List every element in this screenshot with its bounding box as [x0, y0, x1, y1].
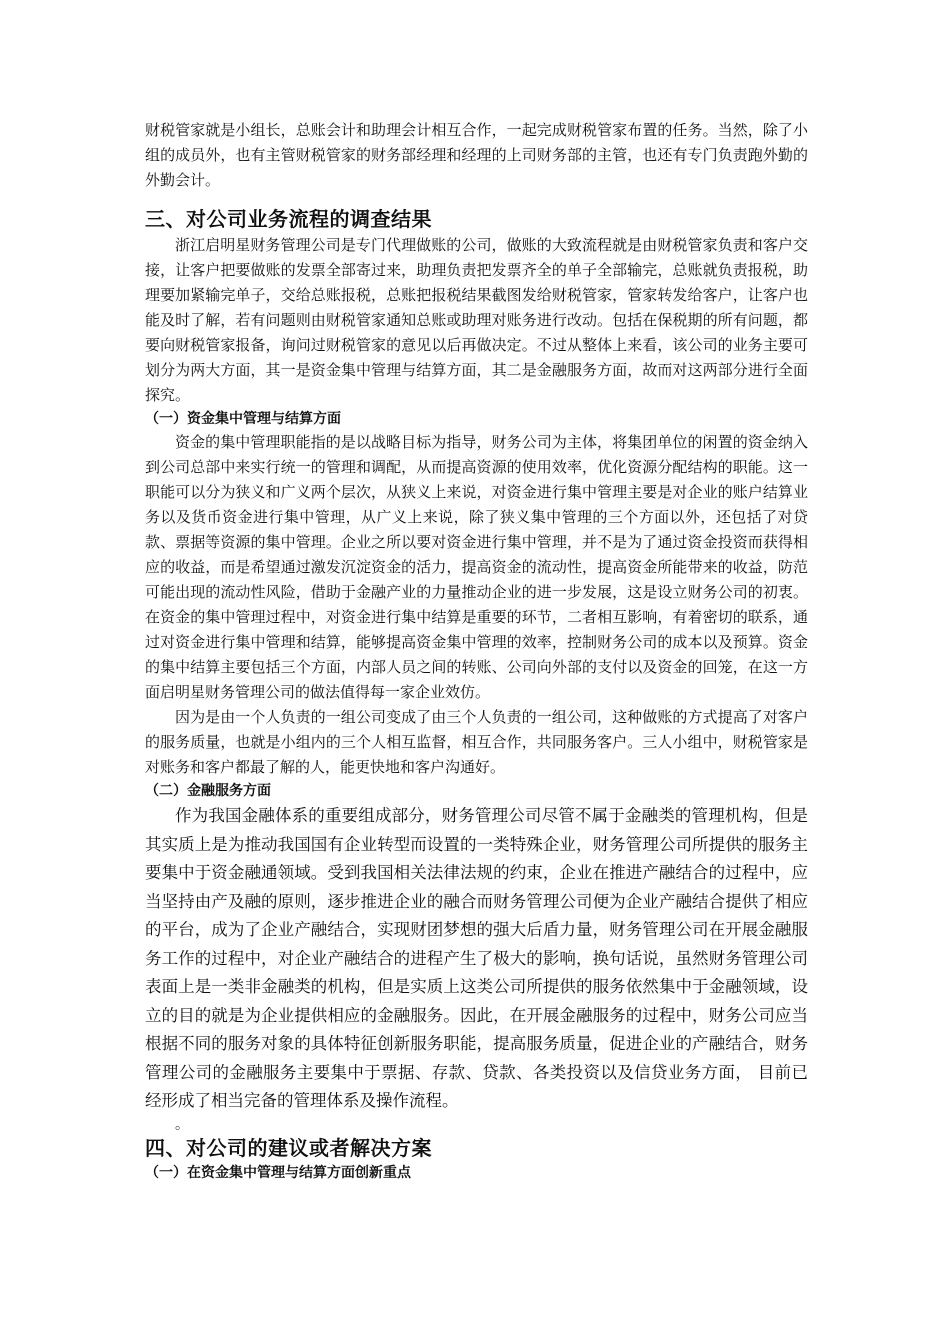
intro-paragraph: 财税管家就是小组长，总账会计和助理会计相互合作，一起完成财税管家布置的任务。当然，除了小组的成员外，也有主管财税管家的财务部经理和经理的上司财务部的主管，也还有专门负责跑外勤的外勤会计。: [145, 121, 808, 189]
section3-sub2-paragraph: 作为我国金融体系的重要组成部分，财务管理公司尽管不属于金融类的管理机构，但是其实质上是为推动我国国有企业转型而设置的一类特殊企业，财务管理公司所提供的服务主要集中于资金融通领域。受到我国相关法律法规的约束，企业在推进产融结合的过程中，应当坚持由产及融的原则，逐步推进企业的融合而财务管理公司便为企业产融结合提供了相应的平台，成为了企业产融结合，实现财团梦想的强大后盾力量，财务管理公司在开展金融服务工作的过程中，对企业产融结合的进程产生了极大的影响，换句话说，虽然财务管理公司表面上是一类非金融类的机构，但是实质上这类公司所提供的服务依然集中于金融领域，设立的目的就是为企业提供相应的金融服务。因此，在开展金融服务的过程中，财务公司应当根据不同的服务对象的具体特征创新服务职能，提高服务质量，促进企业的产融结合，财务管理公司的金融服务主要集中于票据、存款、贷款、各类投资以及信贷业务方面， 目前已经形成了相当完备的管理体系及操作流程。: [145, 806, 808, 1110]
section3-sub2-heading: （二）金融服务方面: [145, 783, 271, 799]
section4-heading: 四、对公司的建议或者解决方案: [145, 1135, 432, 1160]
section3-sub1-paragraph1: 资金的集中管理职能指的是以战略目标为指导，财务公司为主体，将集团单位的闲置的资金纳入到公司总部中来实行统一的管理和调配，从而提高资源的使用效率，优化资源分配结构的职能。这一职能可以分为狭义和广义两个层次，从狭义上来说，对资金进行集中管理主要是对企业的账户结算业务以及货币资金进行集中管理，从广义上来说，除了狭义集中管理的三个方面以外，还包括了对贷款、票据等资源的集中管理。企业之所以要对资金进行集中管理，并不是为了通过资金投资而获得相应的收益，而是希望通过激发沉淀资金的活力，提高资金的流动性，提高资金所能带来的收益，防范可能出现的流动性风险，借助于金融产业的力量推动企业的进一步发展，这是设立财务公司的初衷。在资金的集中管理过程中，对资金进行集中结算是重要的环节，二者相互影响，有着密切的联系，通过对资金进行集中管理和结算，能够提高资金集中管理的效率，控制财务公司的成本以及预算。资金的集中结算主要包括三个方面，内部人员之间的转账、公司向外部的支付以及资金的回笼，在这一方面启明星财务管理公司的做法值得每一家企业效仿。: [145, 433, 808, 701]
section4-sub1-heading: （一）在资金集中管理与结算方面创新重点: [145, 1164, 411, 1181]
document-page: [145, 118, 808, 1184]
section3-sub1-heading: （一）资金集中管理与结算方面: [145, 411, 341, 427]
section3-sub1-paragraph2: 因为是由一个人负责的一组公司变成了由三个人负责的一组公司，这种做账的方式提高了对客户的服务质量，也就是小组内的三个人相互监督，相互合作，共同服务客户。三人小组中，财税管家是对账务和客户都最了解的人，能更快地和客户沟通好。: [145, 708, 808, 776]
section3-heading: 三、对公司业务流程的调查结果: [145, 207, 432, 231]
trailing-mark: 。: [175, 1116, 189, 1133]
section3-paragraph: 浙江启明星财务管理公司是专门代理做账的公司，做账的大致流程就是由财税管家负责和客户交接，让客户把要做账的发票全部寄过来，助理负责把发票齐全的单子全部输完，总账就负责报税，助理要加紧输完单子，交给总账报税，总账把报税结果截图发给财税管家，管家转发给客户，让客户也能及时了解，若有问题则由财税管家通知总账或助理对账务进行改动。包括在保税期的所有问题，都要向财税管家报备，询问过财税管家的意见以后再做决定。不过从整体上来看，该公司的业务主要可划分为两大方面，其一是资金集中管理与结算方面，其二是金融服务方面，故而对这两部分进行全面探究。: [145, 236, 808, 404]
